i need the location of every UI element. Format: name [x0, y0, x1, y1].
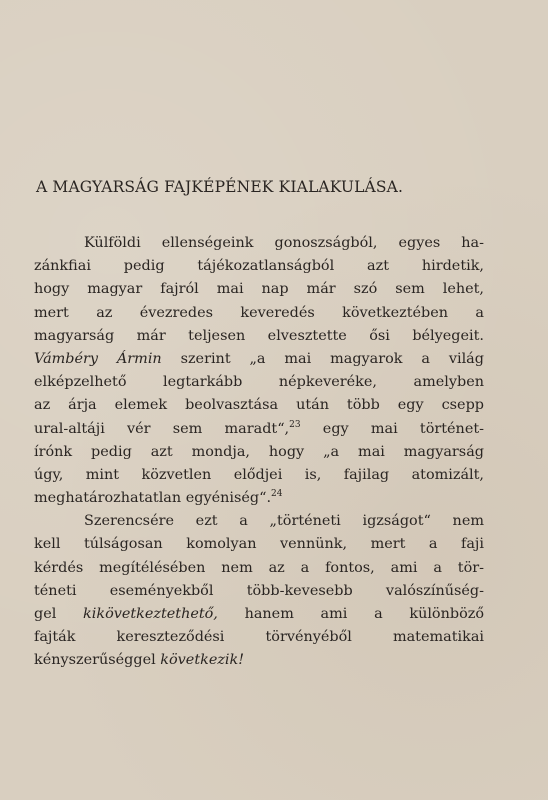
text-line: magyarság már teljesen elvesztette ősi bélyegeit.	[34, 327, 484, 344]
text-segment: ural-altáji vér sem maradt“,	[34, 420, 290, 437]
text-segment: egy mai történet-	[300, 420, 484, 437]
body-text	[34, 232, 484, 673]
text-line	[34, 649, 484, 672]
text-line	[34, 603, 484, 626]
text-line	[34, 487, 484, 510]
chapter-title: A MAGYARSÁG FAJKÉPÉNEK KIALAKULÁSA.	[36, 178, 404, 196]
text-segment: szerint „a mai magyarok a világ	[161, 350, 484, 367]
text-line: hogy magyar fajról mai nap már szó sem lehet,	[34, 281, 484, 298]
text-line: kell túlságosan komolyan vennünk, mert a faji	[34, 536, 484, 553]
text-line: elképzelhető legtarkább népkeveréke, amelyben	[34, 374, 484, 391]
text-line: úgy, mint közvetlen elődjei is, fajilag atomizált,	[34, 466, 484, 483]
text-segment: meghatározhatatlan egyéniség“.	[34, 490, 272, 507]
text-line: zánkfiai pedig tájékozatlanságból azt hirdetik,	[34, 258, 484, 275]
text-line: Szerencsére ezt a „történeti igzságot“ nem	[84, 513, 484, 530]
footnote-marker: 23	[289, 419, 301, 430]
text-line: kérdés megítélésében nem az a fontos, ami a tör-	[34, 559, 484, 576]
text-segment: kényszerűséggel	[34, 652, 161, 669]
text-line: írónk pedig azt mondja, hogy „a mai magyarság	[34, 443, 484, 460]
footnote-marker: 24	[271, 489, 283, 500]
author-name: Vámbéry Ármin	[34, 350, 162, 367]
emphasis-text: következik!	[160, 652, 245, 669]
paragraph-1	[34, 232, 484, 510]
text-segment: hanem ami a különböző	[217, 606, 484, 622]
paragraph-2	[34, 510, 484, 672]
text-line: az árja elemek beolvasztása után több egy csepp	[34, 397, 484, 414]
text-line	[34, 418, 484, 441]
text-segment: gel	[34, 606, 84, 622]
text-line: Külföldi ellenségeink gonoszságból, egyes ha-	[84, 235, 484, 251]
text-line	[34, 348, 484, 371]
emphasis-text: kikövetkeztethető,	[83, 606, 218, 622]
text-line: mert az évezredes keveredés következtében a	[34, 304, 484, 321]
text-line: fajták kereszteződési törvényéből matematikai	[34, 629, 484, 646]
text-line: téneti eseményekből több-kevesebb valószínűség-	[34, 582, 484, 599]
